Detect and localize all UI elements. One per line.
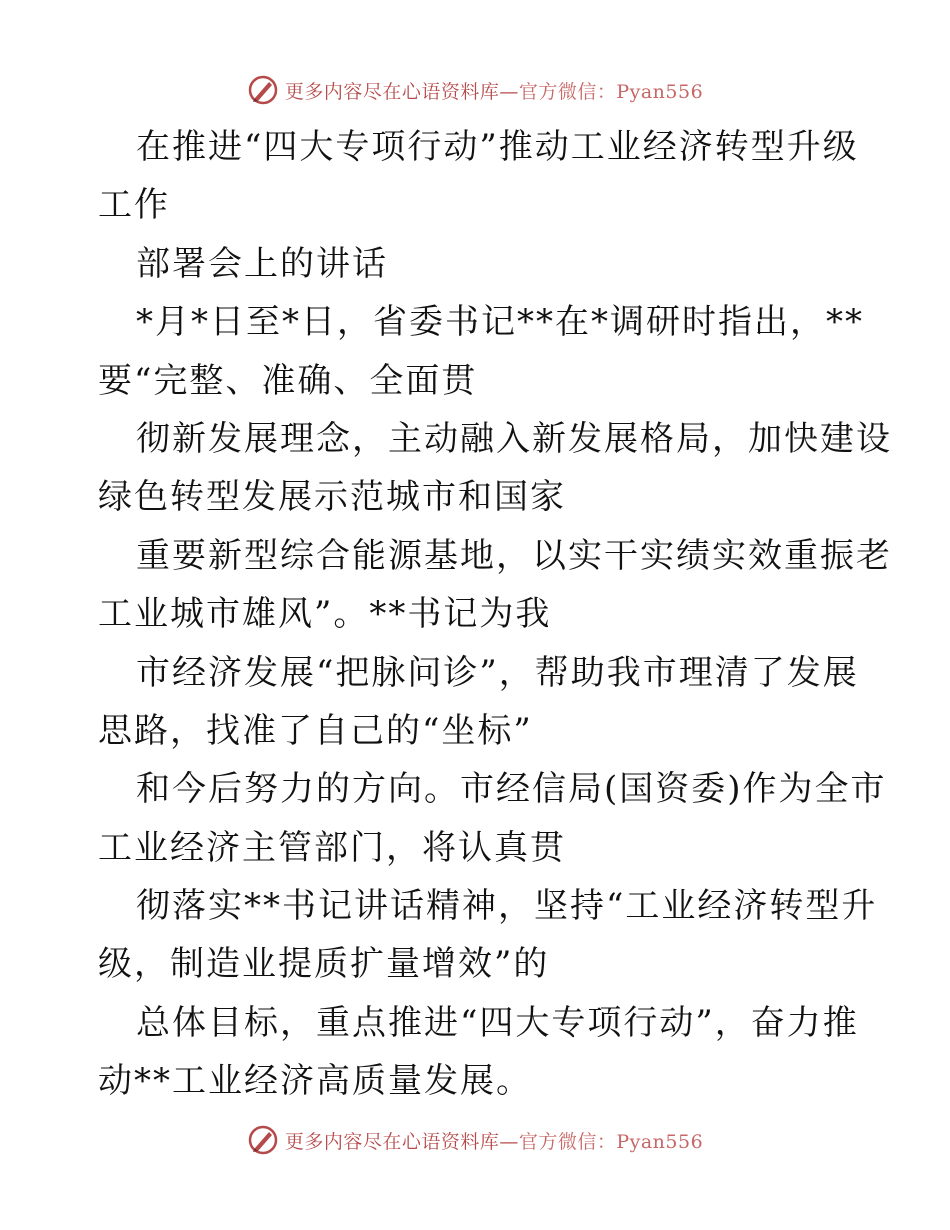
footer-wechat-text: 官方微信：Pyan556: [518, 1130, 704, 1153]
body-line: 部署会上的讲话: [136, 243, 388, 284]
header-banner: [0, 70, 950, 110]
pen-logo-icon: [247, 74, 279, 106]
header-separator: —: [499, 80, 519, 103]
body-line: 动**工业经济高质量发展。: [98, 1061, 532, 1102]
body-line: 工业经济主管部门，将认真贯: [98, 827, 566, 868]
body-line: 总体目标，重点推进“四大专项行动”，奋力推: [136, 1002, 859, 1043]
body-line: 绿色转型发展示范城市和国家: [98, 477, 566, 518]
body-line: 工作: [98, 185, 170, 226]
header-main-text: 更多内容尽在心语资料库: [284, 80, 500, 103]
body-line: 思路，找准了自己的“坐标”: [98, 710, 533, 751]
pen-logo-icon: [247, 1124, 279, 1156]
header-banner-text: [285, 77, 703, 104]
body-line: 市经济发展“把脉问诊”，帮助我市理清了发展: [136, 652, 859, 693]
footer-separator: —: [499, 1130, 519, 1153]
body-line: 级，制造业提质扩量增效”的: [98, 944, 550, 985]
body-line: 在推进“四大专项行动”推动工业经济转型升级: [136, 127, 859, 167]
document-body: [98, 118, 892, 1111]
body-line: 要“完整、准确、全面贯: [98, 360, 478, 401]
body-line: 彻落实**书记讲话精神，坚持“工业经济转型升: [136, 886, 878, 927]
footer-banner: [0, 1120, 950, 1160]
body-line: *月*日至*日，省委书记**在*调研时指出，**: [136, 302, 864, 343]
body-line: 彻新发展理念，主动融入新发展格局，加快建设: [136, 418, 892, 459]
footer-main-text: 更多内容尽在心语资料库: [284, 1130, 500, 1153]
footer-banner-text: [285, 1127, 703, 1154]
body-line: 和今后努力的方向。市经信局(国资委)作为全市: [136, 769, 887, 810]
header-wechat-text: 官方微信：Pyan556: [518, 80, 704, 103]
body-line: 工业城市雄风”。**书记为我: [98, 594, 552, 635]
body-line: 重要新型综合能源基地，以实干实绩实效重振老: [136, 535, 892, 576]
